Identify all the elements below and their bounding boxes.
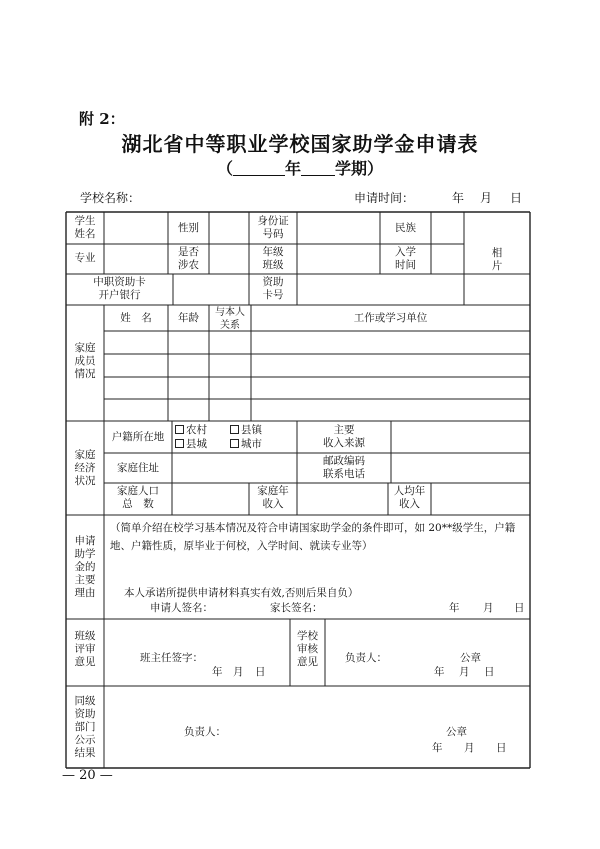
subtitle-term: 学期	[335, 159, 368, 178]
form-title: 湖北省中等职业学校国家助学金申请表	[121, 132, 479, 156]
public-year-label: 年	[432, 742, 443, 754]
agri-label: 是否 涉农	[178, 246, 199, 271]
applicant-sign-label: 申请人签名：	[150, 602, 213, 614]
family-col-relation: 与本人 关系	[215, 307, 245, 331]
enroll-time-field[interactable]	[431, 245, 464, 273]
id-number-field[interactable]	[297, 214, 380, 243]
reason-input[interactable]	[106, 555, 530, 583]
public-day-label: 日	[496, 742, 507, 754]
school-day-label: 日	[484, 666, 495, 678]
teacher-sign-label: 班主任签字：	[140, 652, 203, 664]
bank-field[interactable]	[173, 275, 249, 304]
subtitle-year: 年	[284, 159, 301, 178]
annual-income-label: 家庭年 收入	[257, 485, 289, 510]
income-source-field[interactable]	[391, 422, 530, 452]
reason-year-label: 年	[449, 602, 460, 614]
apply-year-label: 年	[452, 191, 465, 205]
checkbox-icon	[175, 425, 184, 434]
class-day-label: 日	[255, 666, 266, 678]
apply-month-label: 月	[480, 191, 493, 205]
family-col-work: 工作或学习单位	[353, 312, 428, 324]
reason-hint: （简单介绍在校学习基本情况及符合申请国家助学金的条件即可，如 20**级学生，户籍地、户籍性质，原毕业于何校，入学时间、就读专业等）	[110, 522, 516, 552]
subtitle-close: ）	[367, 159, 384, 178]
economy-section-label: 家庭 经济 状况	[74, 449, 96, 487]
school-month-label: 月	[459, 666, 470, 678]
reason-day-label: 日	[514, 602, 525, 614]
family-row[interactable]	[104, 355, 530, 376]
card-number-label: 资助 卡号	[262, 276, 284, 301]
parent-sign-label: 家长签名：	[270, 602, 323, 614]
family-col-age: 年龄	[178, 312, 199, 324]
postal-phone-field[interactable]	[391, 454, 530, 482]
major-label: 专业	[74, 252, 96, 264]
public-responsible-label: 负责人：	[184, 726, 226, 738]
id-number-label: 身份证 号码	[257, 215, 289, 240]
apply-time-label: 申请时间：	[354, 191, 415, 205]
student-name-field[interactable]	[104, 214, 168, 243]
family-row[interactable]	[104, 378, 530, 398]
hukou-label: 户籍所在地	[111, 431, 165, 443]
enroll-time-label: 入学 时间	[395, 246, 416, 271]
subtitle-open: （	[216, 159, 233, 178]
family-section-label: 家庭 成员 情况	[74, 342, 96, 380]
family-col-name: 姓 名	[120, 312, 152, 324]
per-capita-income-label: 人均年 收入	[393, 485, 426, 510]
student-name-label: 学生 姓名	[74, 215, 96, 240]
card-number-field[interactable]	[297, 275, 464, 304]
school-year-label: 年	[434, 666, 445, 678]
school-name-label: 学校名称：	[80, 191, 141, 205]
address-field[interactable]	[172, 454, 297, 482]
class-month-label: 月	[233, 666, 244, 678]
school-responsible-label: 负责人：	[345, 652, 387, 664]
pledge-text: 本人承诺所提供申请材料真实有效,否则后果自负）	[124, 587, 359, 599]
attachment-label: 附 2：	[79, 110, 125, 128]
grade-class-field[interactable]	[297, 245, 380, 273]
checkbox-icon	[230, 439, 239, 448]
family-row[interactable]	[104, 400, 530, 420]
ethnic-field[interactable]	[431, 214, 464, 243]
checkbox-icon	[230, 425, 239, 434]
class-year-label: 年	[212, 666, 223, 678]
page-number: — 20 —	[62, 768, 113, 783]
public-month-label: 月	[464, 742, 475, 754]
photo-area[interactable]: 相 片	[491, 247, 503, 272]
checkbox-icon	[175, 439, 184, 448]
apply-day-label: 日	[510, 191, 523, 205]
city-option[interactable]: 城市	[230, 438, 262, 451]
per-capita-income-field[interactable]	[431, 484, 530, 514]
address-label: 家庭住址	[117, 462, 159, 474]
public-seal-label: 公章	[446, 726, 467, 738]
postal-phone-label: 邮政编码 联系电话	[323, 455, 365, 480]
income-source-label: 主要 收入来源	[323, 424, 365, 449]
school-review-label: 学校 审核 意见	[297, 630, 318, 668]
grade-class-label: 年级 班级	[262, 246, 284, 271]
gender-label: 性别	[178, 222, 199, 234]
agri-field[interactable]	[209, 245, 249, 273]
household-size-label: 家庭人口 总 数	[117, 485, 159, 510]
annual-income-field[interactable]	[297, 484, 388, 514]
major-field[interactable]	[104, 245, 168, 273]
bank-label: 中职资助卡 开户银行	[93, 276, 146, 301]
county-seat-option[interactable]: 县城	[175, 438, 207, 451]
rural-option[interactable]: 农村	[175, 424, 207, 437]
household-size-field[interactable]	[172, 484, 249, 514]
reason-month-label: 月	[483, 602, 494, 614]
ethnic-label: 民族	[395, 222, 416, 234]
school-seal-label: 公章	[460, 652, 481, 664]
family-row[interactable]	[104, 332, 530, 353]
public-result-label: 同级 资助 部门 公示 结果	[74, 695, 96, 759]
reason-section-label: 申请 助学 金的 主要 理由	[74, 535, 96, 599]
county-option[interactable]: 县镇	[230, 424, 262, 437]
gender-field[interactable]	[209, 214, 249, 243]
class-review-label: 班级 评审 意见	[74, 630, 96, 668]
